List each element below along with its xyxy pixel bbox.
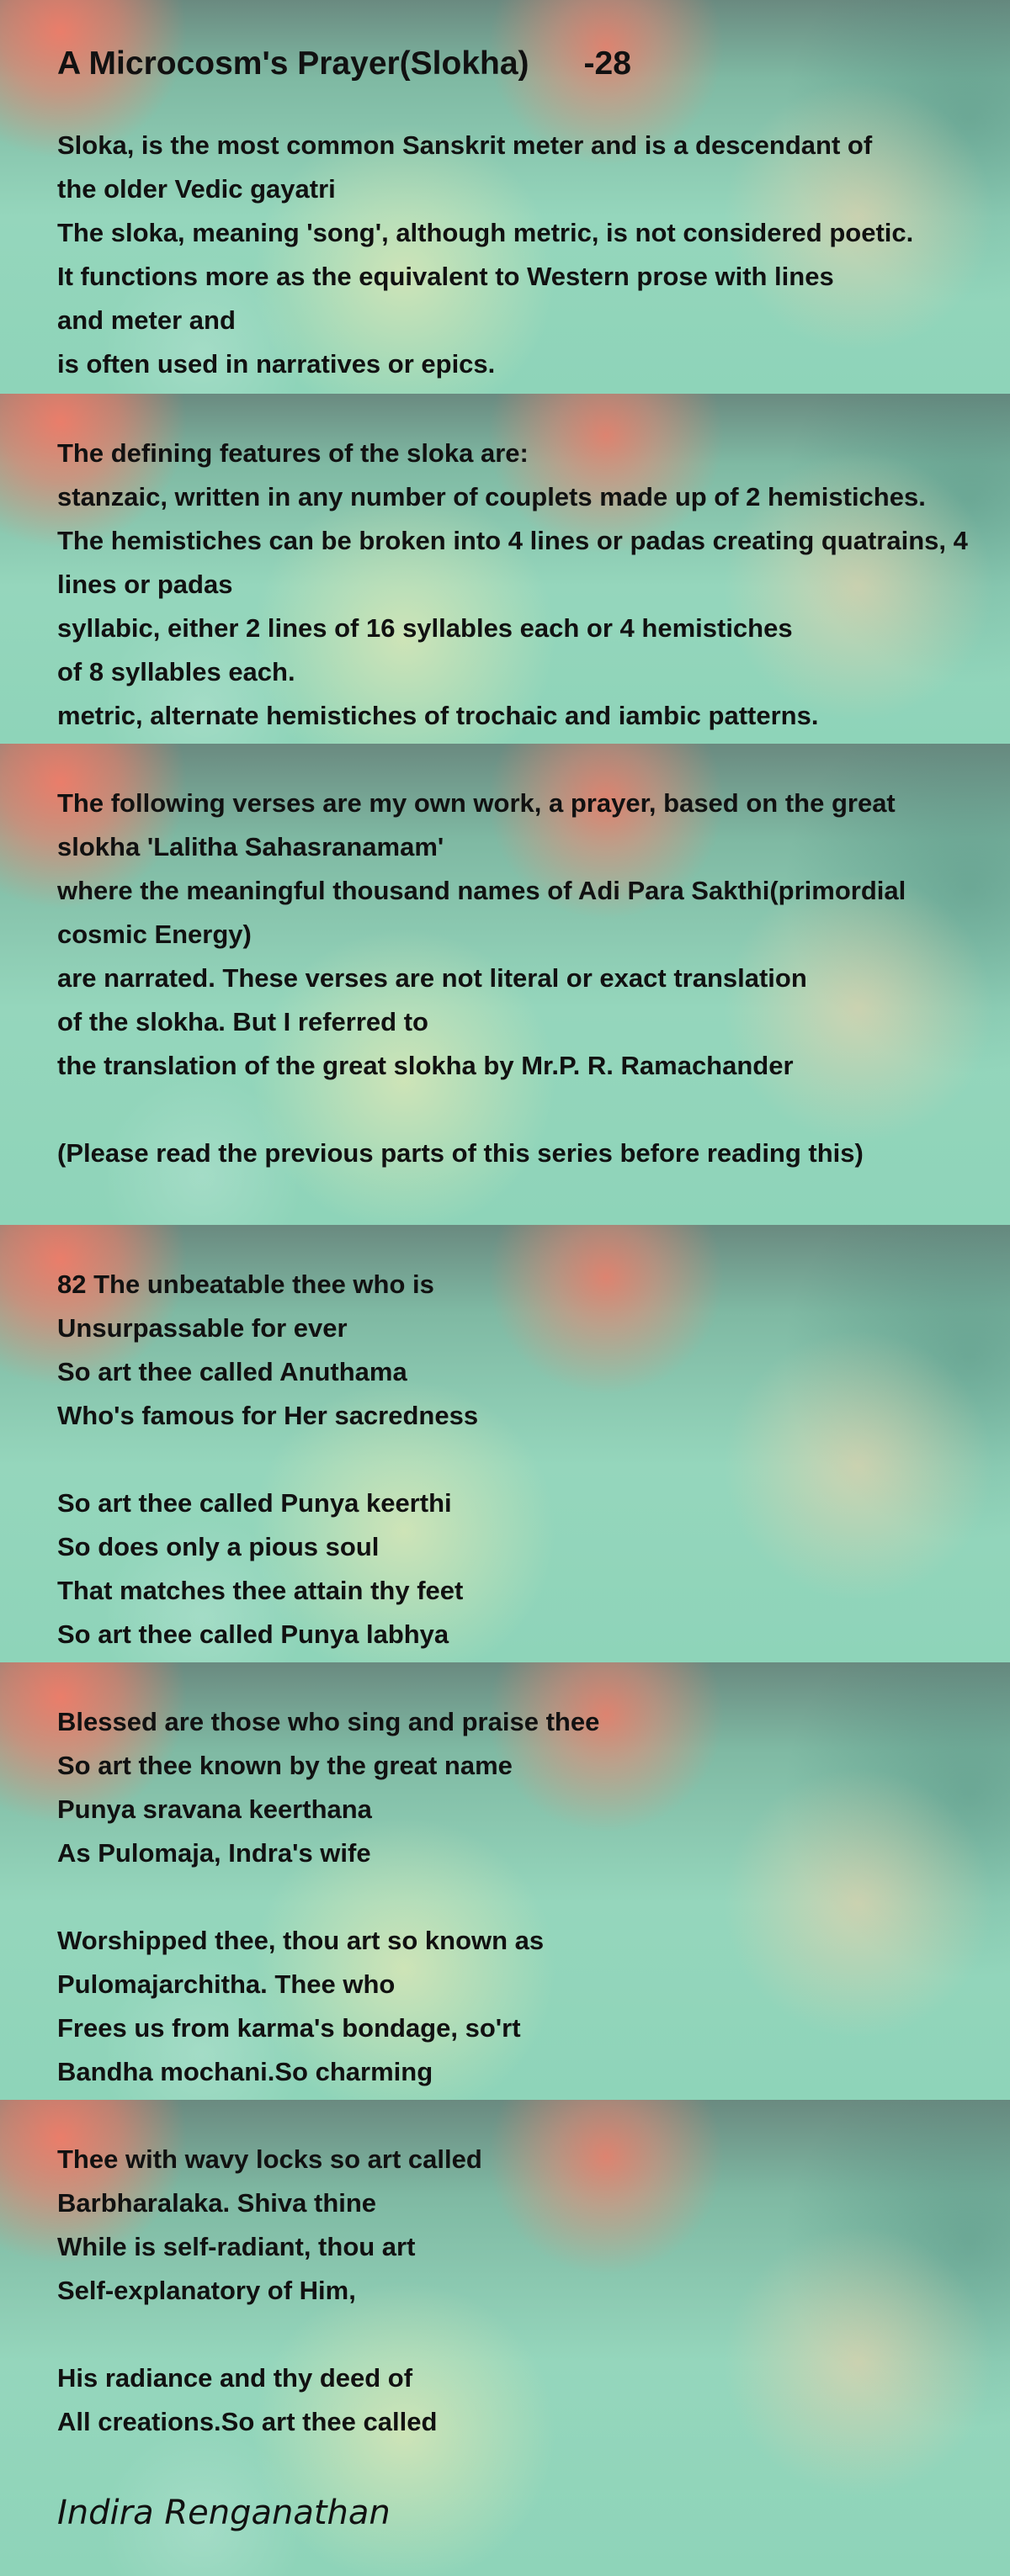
poem-line: So art thee known by the great name — [57, 1751, 513, 1780]
poem-line: So art thee called Punya keerthi — [57, 1488, 452, 1518]
poem-line: (Please read the previous parts of this series before reading this) — [57, 1138, 864, 1168]
poem-line: Barbharalaka. Shiva thine — [57, 2188, 377, 2218]
poem-line: All creations.So art thee called — [57, 2407, 438, 2436]
poem-line: is often used in narratives or epics. — [57, 349, 496, 379]
poem-line: Blessed are those who sing and praise thee — [57, 1707, 600, 1736]
poem-line: That matches thee attain thy feet — [57, 1576, 464, 1605]
poem-band-6 — [0, 2100, 1010, 2576]
poem-line: Who's famous for Her sacredness — [57, 1401, 479, 1430]
poem-line: and meter and — [57, 305, 236, 335]
poem-line: Frees us from karma's bondage, so'rt — [57, 2013, 521, 2043]
poem-line: So art thee called Punya labhya — [57, 1619, 449, 1649]
poem-line: where the meaningful thousand names of Adi Para Sakthi(primordial — [57, 876, 906, 905]
poem-line: stanzaic, written in any number of couplets made up of 2 hemistiches. — [57, 482, 926, 511]
stanza-4 — [57, 1263, 985, 1656]
stanza-2 — [57, 432, 985, 738]
poem-line: Thee with wavy locks so art called — [57, 2144, 482, 2174]
poem-author: Indira Renganathan — [57, 2494, 391, 2532]
poem-line: Self-explanatory of Him, — [57, 2276, 356, 2305]
stanza-6 — [57, 2138, 985, 2444]
poem-line: Bandha mochani.So charming — [57, 2057, 433, 2086]
poem-line: Pulomajarchitha. Thee who — [57, 1969, 396, 1999]
poem-line: His radiance and thy deed of — [57, 2363, 413, 2393]
poem-line: Punya sravana keerthana — [57, 1794, 372, 1824]
poem-line: the older Vedic gayatri — [57, 174, 336, 204]
poem-line: Worshipped thee, thou art so known as — [57, 1926, 545, 1955]
poem-line: lines or padas — [57, 570, 233, 599]
poem-band-3 — [0, 744, 1010, 1225]
poem-line — [57, 1088, 985, 1132]
poem-line: The defining features of the sloka are: — [57, 438, 529, 468]
poem-title: A Microcosm's Prayer(Slokha) -28 — [57, 45, 631, 82]
poem-line: So does only a pious soul — [57, 1532, 380, 1561]
poem-line: Sloka, is the most common Sanskrit meter and is a descendant of — [57, 130, 873, 160]
poem-line: slokha 'Lalitha Sahasranamam' — [57, 832, 444, 861]
poem-line: of 8 syllables each. — [57, 657, 295, 686]
poem-line: The sloka, meaning 'song', although metric, is not considered poetic. — [57, 218, 914, 247]
poem-band-1 — [0, 0, 1010, 394]
poem-band-5 — [0, 1662, 1010, 2100]
poem-band-4 — [0, 1225, 1010, 1662]
poem-line: the translation of the great slokha by Mr.P. R. Ramachander — [57, 1051, 794, 1080]
poem-line: Unsurpassable for ever — [57, 1313, 348, 1343]
stanza-1 — [57, 124, 985, 386]
stanza-5 — [57, 1700, 985, 2094]
poem-line — [57, 1438, 985, 1481]
poem-line — [57, 2313, 985, 2356]
stanza-3 — [57, 782, 985, 1175]
poem-line: syllabic, either 2 lines of 16 syllables each or 4 hemistiches — [57, 613, 793, 643]
poem-line: 82 The unbeatable thee who is — [57, 1269, 434, 1299]
poem-line: The following verses are my own work, a prayer, based on the great — [57, 788, 896, 818]
poem-line: of the slokha. But I referred to — [57, 1007, 428, 1036]
poem-line: So art thee called Anuthama — [57, 1357, 407, 1386]
poem-band-2 — [0, 394, 1010, 744]
poem-line — [57, 1875, 985, 1919]
poem-line: While is self-radiant, thou art — [57, 2232, 416, 2261]
poem-line: are narrated. These verses are not literal or exact translation — [57, 963, 807, 993]
poem-line: metric, alternate hemistiches of trochaic and iambic patterns. — [57, 701, 819, 730]
poem-line: It functions more as the equivalent to Western prose with lines — [57, 262, 834, 291]
poem-line: As Pulomaja, Indra's wife — [57, 1838, 371, 1868]
poem-line: cosmic Energy) — [57, 920, 252, 949]
poem-line: The hemistiches can be broken into 4 lines or padas creating quatrains, 4 — [57, 526, 968, 555]
